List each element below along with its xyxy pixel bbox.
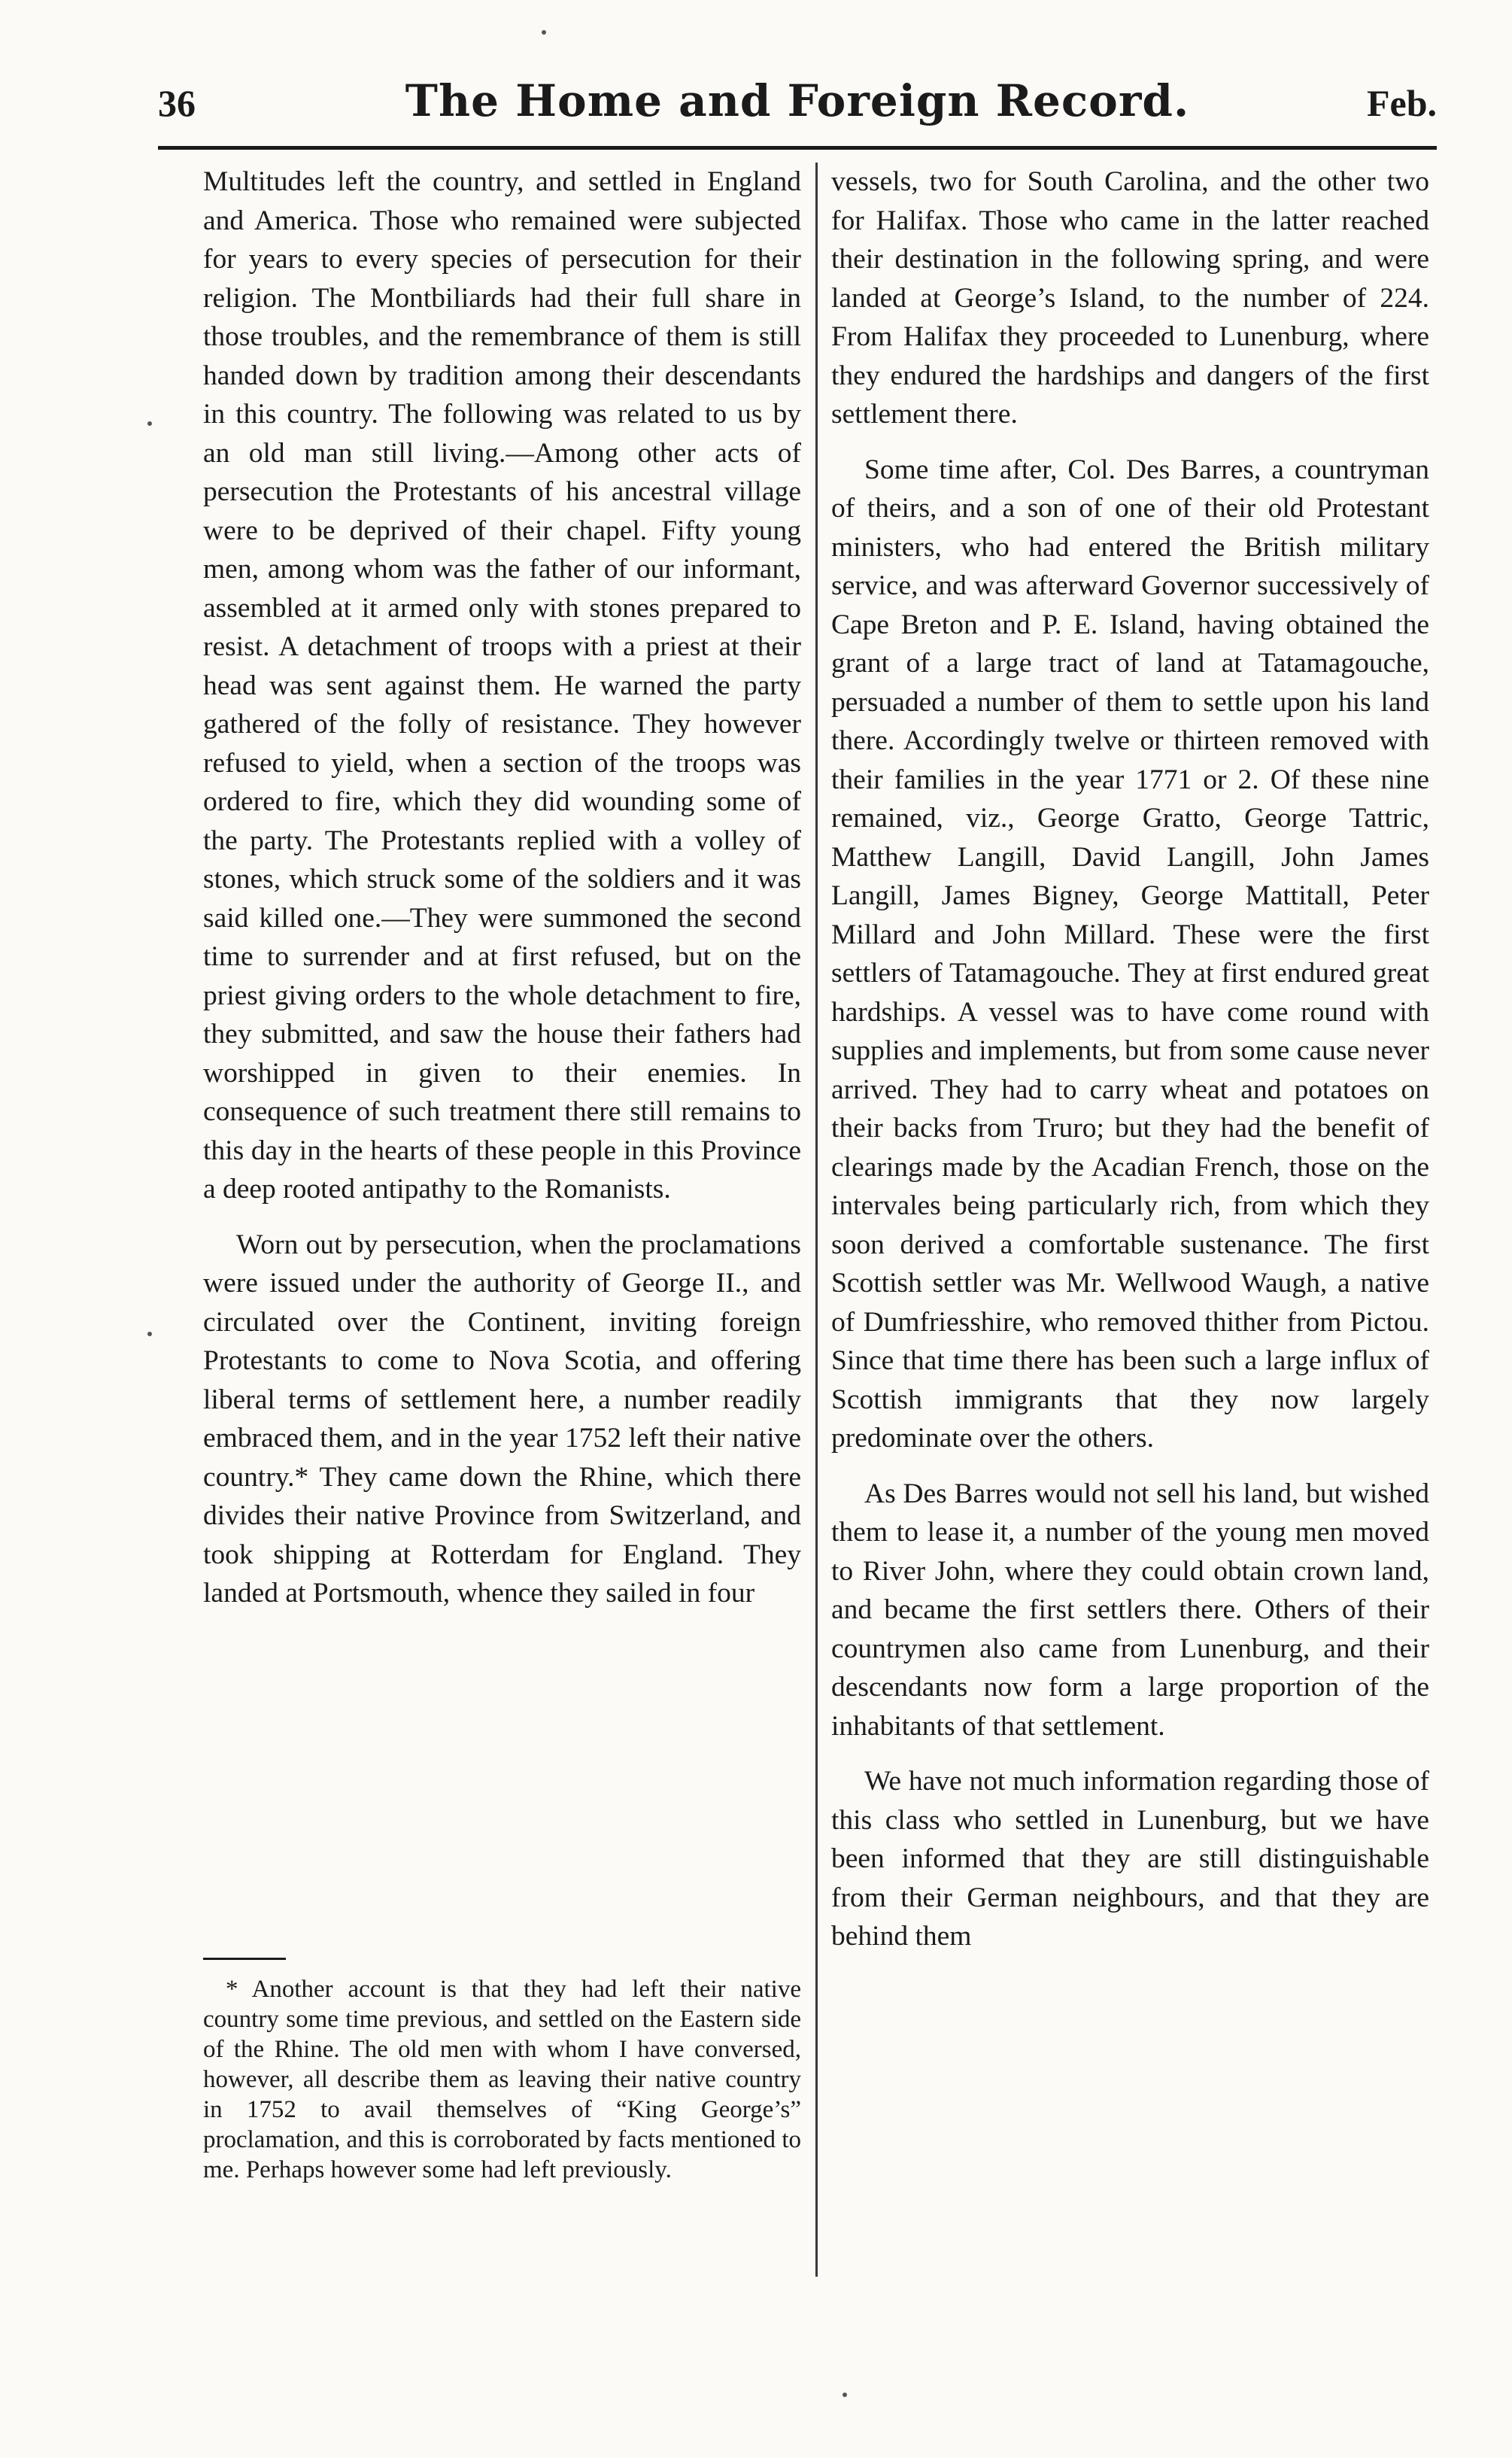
scan-speck — [542, 30, 546, 35]
footnote-rule — [203, 1958, 286, 1960]
right-paragraph-3: As Des Barres would not sell his land, but wished them to lease it, a number of the young men moved to River John, where they could obtain crown land, and became the first settlers there. Others of their countrymen also came from Lunenburg, and their descendants now form a large proportion of the inhabitants of that settlement. — [831, 1478, 1429, 1742]
right-paragraph-2: Some time after, Col. Des Barres, a countryman of theirs, and a son of one of their old Protestant ministers, who had entered the British military service, and was afterward Governor successively of Cape Breton and P. E. Island, having obtained the grant of a large tract of land at Tatamagouche, persuaded a number of them to settle upon his land there. Accordingly twelve or thirteen removed with their families in the year 1771 or 2. Of these nine remained, viz., George Gratto, George Tattric, Matthew Langill, David Langill, John James Langill, James Bigney, George Mattitall, Peter Millard and John Millard. These were the first settlers of Tatamagouche. They at first endured great hardships. A vessel was to have come round with supplies and implements, but from some cause never arrived. They had to carry wheat and potatoes on their backs from Truro; but they had the benefit of clearings made by the Acadian French, those on the intervales being particularly rich, from which they soon derived a comfortable sustenance. The first Scottish settler was Mr. Wellwood Waugh, a native of Dumfriesshire, who removed thither from Pictou. Since that time there has been such a large influx of Scottish immigrants that they now largely predominate over the others. — [831, 454, 1429, 1454]
header-rule — [158, 146, 1437, 150]
right-column — [831, 163, 1429, 1973]
page-number: 36 — [158, 82, 196, 124]
scan-speck — [843, 2393, 847, 2397]
footnote: * Another account is that they had left their native country some time previous, and settled on the Eastern side of the Rhine. The old men with whom I have conversed, however, all describe them as leaving their native country in 1752 to avail themselves of “King George’s” proclamation, and this is corroborated by facts mentioned to me. Perhaps however some had left previously. — [203, 1976, 801, 2183]
column-divider — [815, 163, 818, 2277]
right-paragraph-1: vessels, two for South Carolina, and the other two for Halifax. Those who came in the latter reached their destination in the following spring, and were landed at George’s Island, to the number of 224. From Halifax they proceeded to Lunenburg, where they endured the hardships and dangers of the first settlement there. — [831, 166, 1429, 430]
right-paragraph-4: We have not much information regarding those of this class who settled in Lunenburg, but we have been informed that they are still distinguishable from their German neighbours, and that they are behind them — [831, 1766, 1429, 1952]
left-paragraph-2: Worn out by persecution, when the proclamations were issued under the authority of George II., and circulated over the Continent, inviting foreign Protestants to come to Nova Scotia, and offering liberal terms of settlement here, a number readily embraced them, and in the year 1752 left their native country.* They came down the Rhine, which there divides their native Province from Switzerland, and took shipping at Rotterdam for England. They landed at Portsmouth, whence they sailed in four — [203, 1229, 801, 1609]
running-month: Feb. — [1366, 82, 1437, 124]
left-paragraph-1: Multitudes left the country, and settled in England and America. Those who remained were subjected for years to every species of persecution for their religion. The Montbiliards had their full share in those troubles, and the remembrance of them is still handed down by tradition among their descendants in this country. The following was related to us by an old man still living.—Among other acts of persecution the Protestants of his ancestral village were to be deprived of their chapel. Fifty young men, among whom was the father of our informant, assembled at it armed only with stones prepared to resist. A detachment of troops with a priest at their head was sent against them. He warned the party gathered of the folly of resistance. They however refused to yield, when a section of the troops was ordered to fire, which they did wounding some of the party. The Protestants replied with a volley of stones, which struck some of the soldiers and it was said killed one.—They were summoned the second time to surrender and at first refused, but on the priest giving orders to the whole detachment to fire, they submitted, and saw the house their fathers had worshipped in given to their enemies. In consequence of such treatment there still remains to this day in the hearts of these people in this Province a deep rooted antipathy to the Romanists. — [203, 166, 801, 1205]
running-header — [158, 75, 1437, 143]
scan-speck — [147, 1332, 152, 1336]
running-title: The Home and Foreign Record. — [405, 75, 1190, 126]
scan-speck — [147, 421, 152, 426]
left-column — [203, 163, 801, 1630]
